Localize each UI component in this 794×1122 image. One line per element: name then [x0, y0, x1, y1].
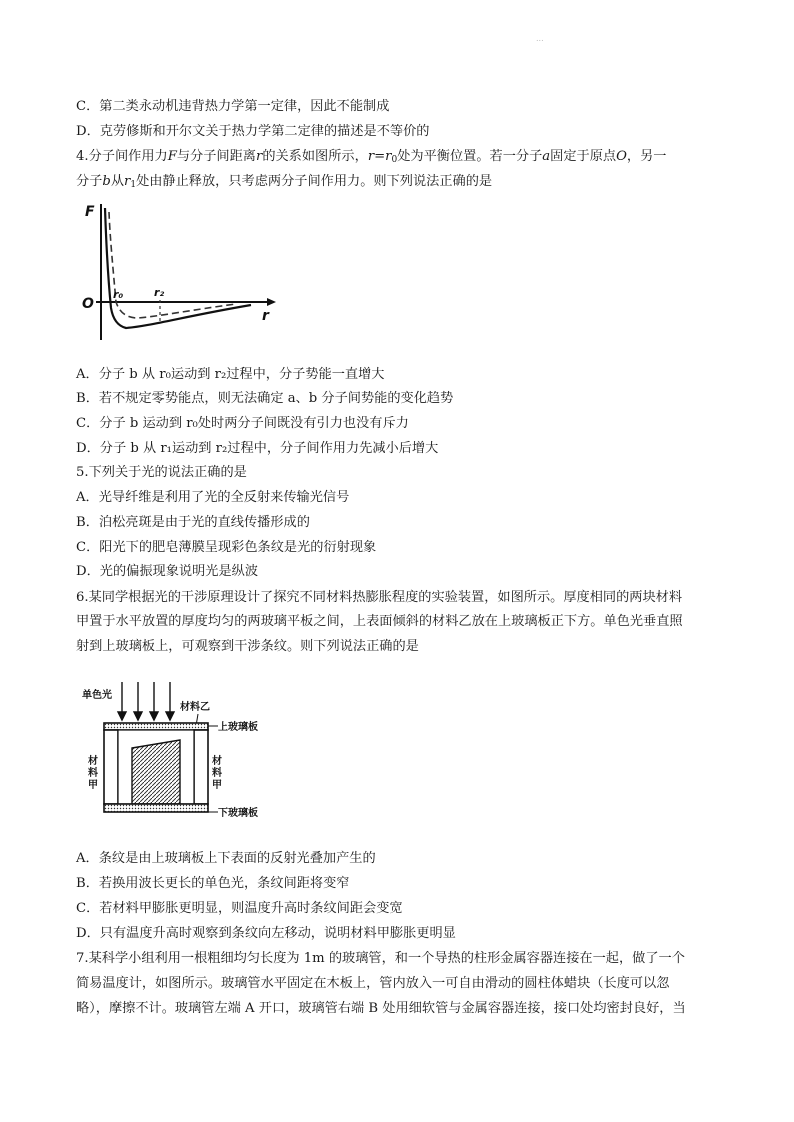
x-axis-arrow-icon — [267, 298, 276, 306]
q5-option-c: C．阳光下的肥皂薄膜呈现彩色条纹是光的衍射现象 — [76, 540, 377, 555]
material-a-right — [194, 730, 208, 804]
x-axis-label: r — [262, 308, 269, 324]
q4-stem-line-1: 4.分子间作用力F与分子间距离r的关系如图所示，$r=r_0$处为平衡位置。若一分子a固定于原点O，另一 — [76, 149, 667, 165]
material-a-right-char-2: 料 — [212, 768, 222, 779]
y-axis-label: F — [85, 204, 95, 220]
q7-stem-line-1: 7.某科学小组利用一根粗细均匀长度为 1m 的玻璃管，和一个导热的柱形金属容器连接在一起，做了一个 — [76, 951, 685, 966]
r2-label: r₂ — [154, 286, 165, 299]
material-a-left-char-1: 材 — [88, 756, 98, 767]
q6-option-c: C．若材料甲膨胀更明显，则温度升高时条纹间距会变宽 — [76, 901, 403, 916]
material-a-left-char-3: 甲 — [88, 780, 98, 791]
q5-option-d: D．光的偏振现象说明光是纵波 — [76, 564, 259, 579]
q6-option-b: B．若换用波长更长的单色光，条纹间距将变窄 — [76, 876, 350, 891]
q6-stem-line-3: 射到上玻璃板上，可观察到干涉条纹。则下列说法正确的是 — [76, 639, 419, 654]
material-a-left — [104, 730, 118, 804]
q5-option-b: B．泊松亮斑是由于光的直线传播形成的 — [76, 515, 310, 530]
material-b-label: 材料乙 — [180, 702, 210, 713]
q6-stem-line-1: 6.某同学根据光的干涉原理设计了探究不同材料热膨胀程度的实验装置，如图所示。厚度相同的两块材料 — [76, 590, 683, 605]
light-label: 单色光 — [82, 690, 112, 701]
material-b-block — [132, 740, 180, 804]
material-a-left-char-2: 料 — [88, 768, 98, 779]
q6-option-d: D．只有温度升高时观察到条纹向左移动，说明材料甲膨胀更明显 — [76, 926, 456, 941]
material-a-right-char-3: 甲 — [212, 780, 222, 791]
q7-stem-line-3: 略），摩擦不计。玻璃管左端 A 开口，玻璃管右端 B 处用细软管与金属容器连接，接口处均密封良好，当 — [76, 1001, 686, 1016]
force-curve-main — [105, 208, 251, 328]
q3-option-d: D．克劳修斯和开尔文关于热力学第二定律的描述是不等价的 — [76, 124, 430, 139]
q7-stem-line-2: 简易温度计，如图所示。玻璃管水平固定在木板上，管内放入一可自由滑动的圆柱体蜡块（长度可以忽 — [76, 976, 670, 991]
interference-apparatus-figure — [80, 678, 280, 826]
q3-option-c: C．第二类永动机违背热力学第一定律，因此不能制成 — [76, 99, 390, 114]
q4-option-c: C．分子 b 运动到 r₀处时两分子间既没有引力也没有斥力 — [76, 416, 409, 431]
light-arrows — [118, 682, 174, 720]
corner-mark: ... — [536, 34, 544, 43]
lower-glass-plate — [104, 804, 208, 812]
q5-stem: 5.下列关于光的说法正确的是 — [76, 465, 247, 480]
q4-stem-line-2: 分子b从$r_1$处由静止释放，只考虑两分子间作用力。则下列说法正确的是 — [76, 174, 493, 190]
upper-plate-label: 上玻璃板 — [218, 722, 258, 733]
q6-stem-line-2: 甲置于水平放置的厚度均匀的两玻璃平板之间，上表面倾斜的材料乙放在上玻璃板正下方。单色光垂直照 — [76, 614, 683, 629]
q6-option-a: A．条纹是由上玻璃板上下表面的反射光叠加产生的 — [76, 851, 376, 866]
q4-option-a: A．分子 b 从 r₀运动到 r₂过程中，分子势能一直增大 — [76, 367, 385, 382]
q4-option-d: D．分子 b 从 r₁运动到 r₂过程中，分子间作用力先减小后增大 — [76, 441, 439, 456]
upper-glass-plate — [104, 723, 208, 730]
r0-label: r₀ — [113, 288, 124, 301]
lower-plate-label: 下玻璃板 — [218, 808, 258, 819]
q4-option-b: B．若不规定零势能点，则无法确定 a、b 分子间势能的变化趋势 — [76, 391, 454, 406]
force-distance-graph — [76, 198, 281, 348]
origin-label: O — [82, 296, 94, 312]
q5-option-a: A．光导纤维是利用了光的全反射来传输光信号 — [76, 490, 350, 505]
material-a-right-char-1: 材 — [212, 756, 222, 767]
